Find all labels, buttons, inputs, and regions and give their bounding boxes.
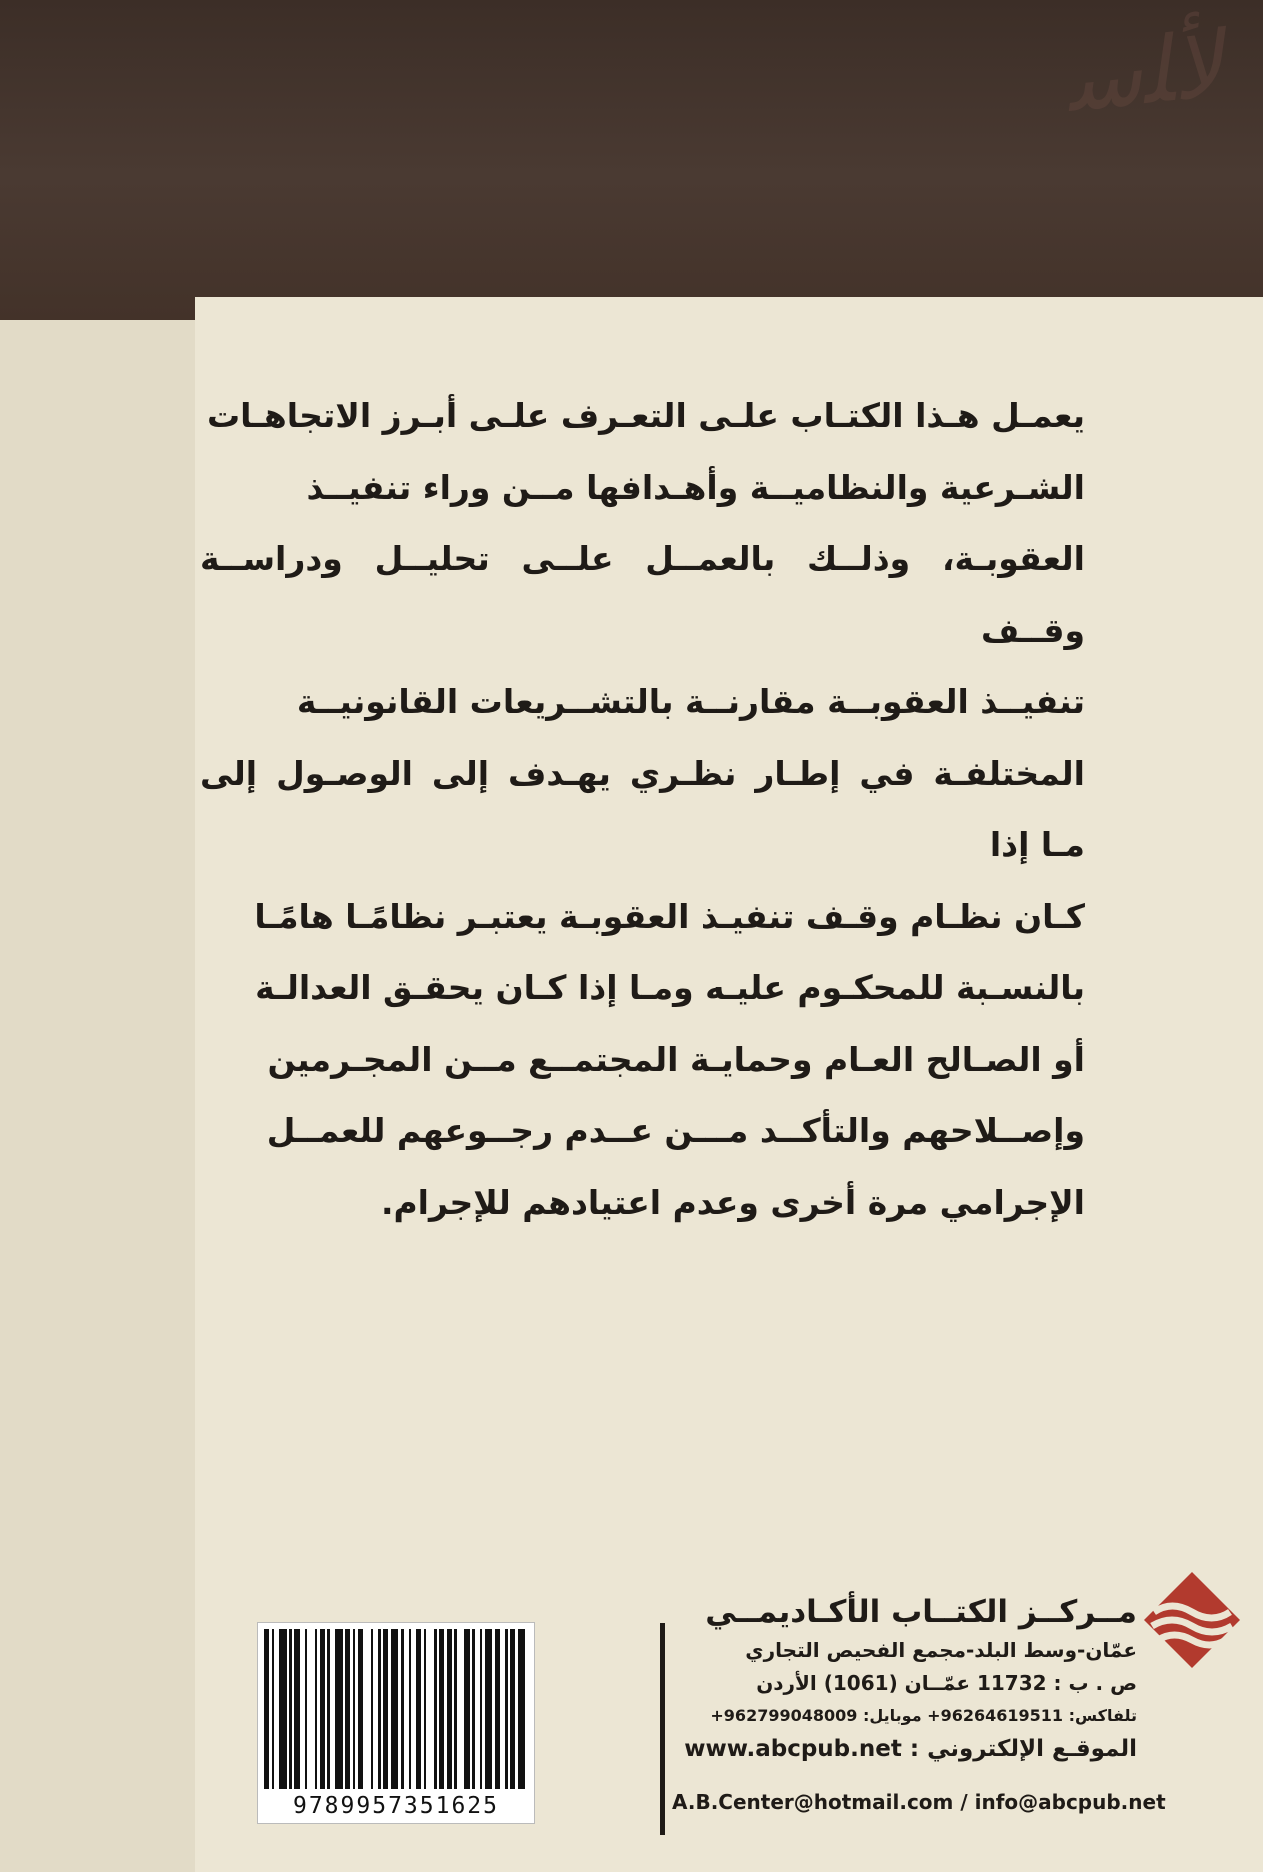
- publisher-name: مــركــز الكتــاب الأكـاديمــي: [705, 1594, 1137, 1630]
- barcode-bar: [279, 1629, 287, 1789]
- blurb-line: يعمـل هـذا الكتـاب علـى التعـرف علـى أبـرز الاتجاهـات: [207, 396, 1085, 435]
- barcode-bar: [518, 1629, 526, 1789]
- barcode-bar: [426, 1629, 434, 1789]
- publisher-emails[interactable]: A.B.Center@hotmail.com / info@abcpub.net: [672, 1790, 1166, 1814]
- book-blurb: [200, 380, 1085, 1238]
- publisher-info: [667, 1590, 1137, 1766]
- website-link[interactable]: www.abcpub.net: [684, 1736, 902, 1762]
- publisher-logo-icon: [1142, 1570, 1242, 1670]
- publisher-website-row: [667, 1732, 1137, 1766]
- blurb-line: أو الصـالح العـام وحمايـة المجتمــع مــن المجـرمين: [267, 1039, 1085, 1079]
- blurb-line: الشـرعية والنظاميــة وأهـدافها مــن وراء تنفيــذ: [306, 467, 1085, 507]
- barcode-bar: [485, 1629, 493, 1789]
- barcode-bar: [335, 1629, 343, 1789]
- barcode-bar: [363, 1629, 371, 1789]
- signature-mark: ﻷﻠﺳ: [1061, 12, 1229, 133]
- blurb-line: وإصــلاحهم والتأكــد مـــن عــدم رجــوعهم للعمــل: [266, 1111, 1085, 1150]
- website-label: الموقـع الإلكتروني :: [909, 1736, 1137, 1762]
- barcode-bar: [457, 1629, 465, 1789]
- vertical-divider: [660, 1623, 665, 1835]
- blurb-line: العقوبـة، وذلــك بالعمــل علــى تحليــل ودراســة وقــف: [200, 539, 1085, 650]
- barcode-bars: [264, 1629, 526, 1789]
- blurb-line: كـان نظـام وقـف تنفيـذ العقوبـة يعتبـر نظامًـا هامًـا: [254, 896, 1085, 936]
- publisher-phones: تلفاكس: 96264619511+ موبايل: 962799048009+: [710, 1706, 1137, 1725]
- blurb-line: الإجرامي مرة أخرى وعدم اعتيادهم للإجرام.: [380, 1182, 1085, 1222]
- blurb-line: تنفيــذ العقوبــة مقارنــة بالتشــريعات القانونيــة: [296, 682, 1085, 721]
- publisher-po-box: ص . ب : 11732 عمّــان (1061) الأردن: [756, 1671, 1137, 1695]
- cover-top-band: [0, 0, 1263, 320]
- isbn-number: 9789957351625: [292, 1793, 499, 1819]
- barcode-bar: [307, 1629, 315, 1789]
- isbn-barcode: [257, 1622, 535, 1824]
- blurb-line: المختلفـة في إطـار نظـري يهـدف إلى الوصـول إلى مـا إذا: [200, 753, 1085, 864]
- barcode-bar: [391, 1629, 399, 1789]
- publisher-address: عمّان-وسط البلد-مجمع الفحيص التجاري: [745, 1638, 1137, 1662]
- cover-left-strip: [0, 320, 195, 1872]
- blurb-line: بالنسـبة للمحكـوم عليـه ومـا إذا كـان يحقـق العدالـة: [255, 968, 1085, 1007]
